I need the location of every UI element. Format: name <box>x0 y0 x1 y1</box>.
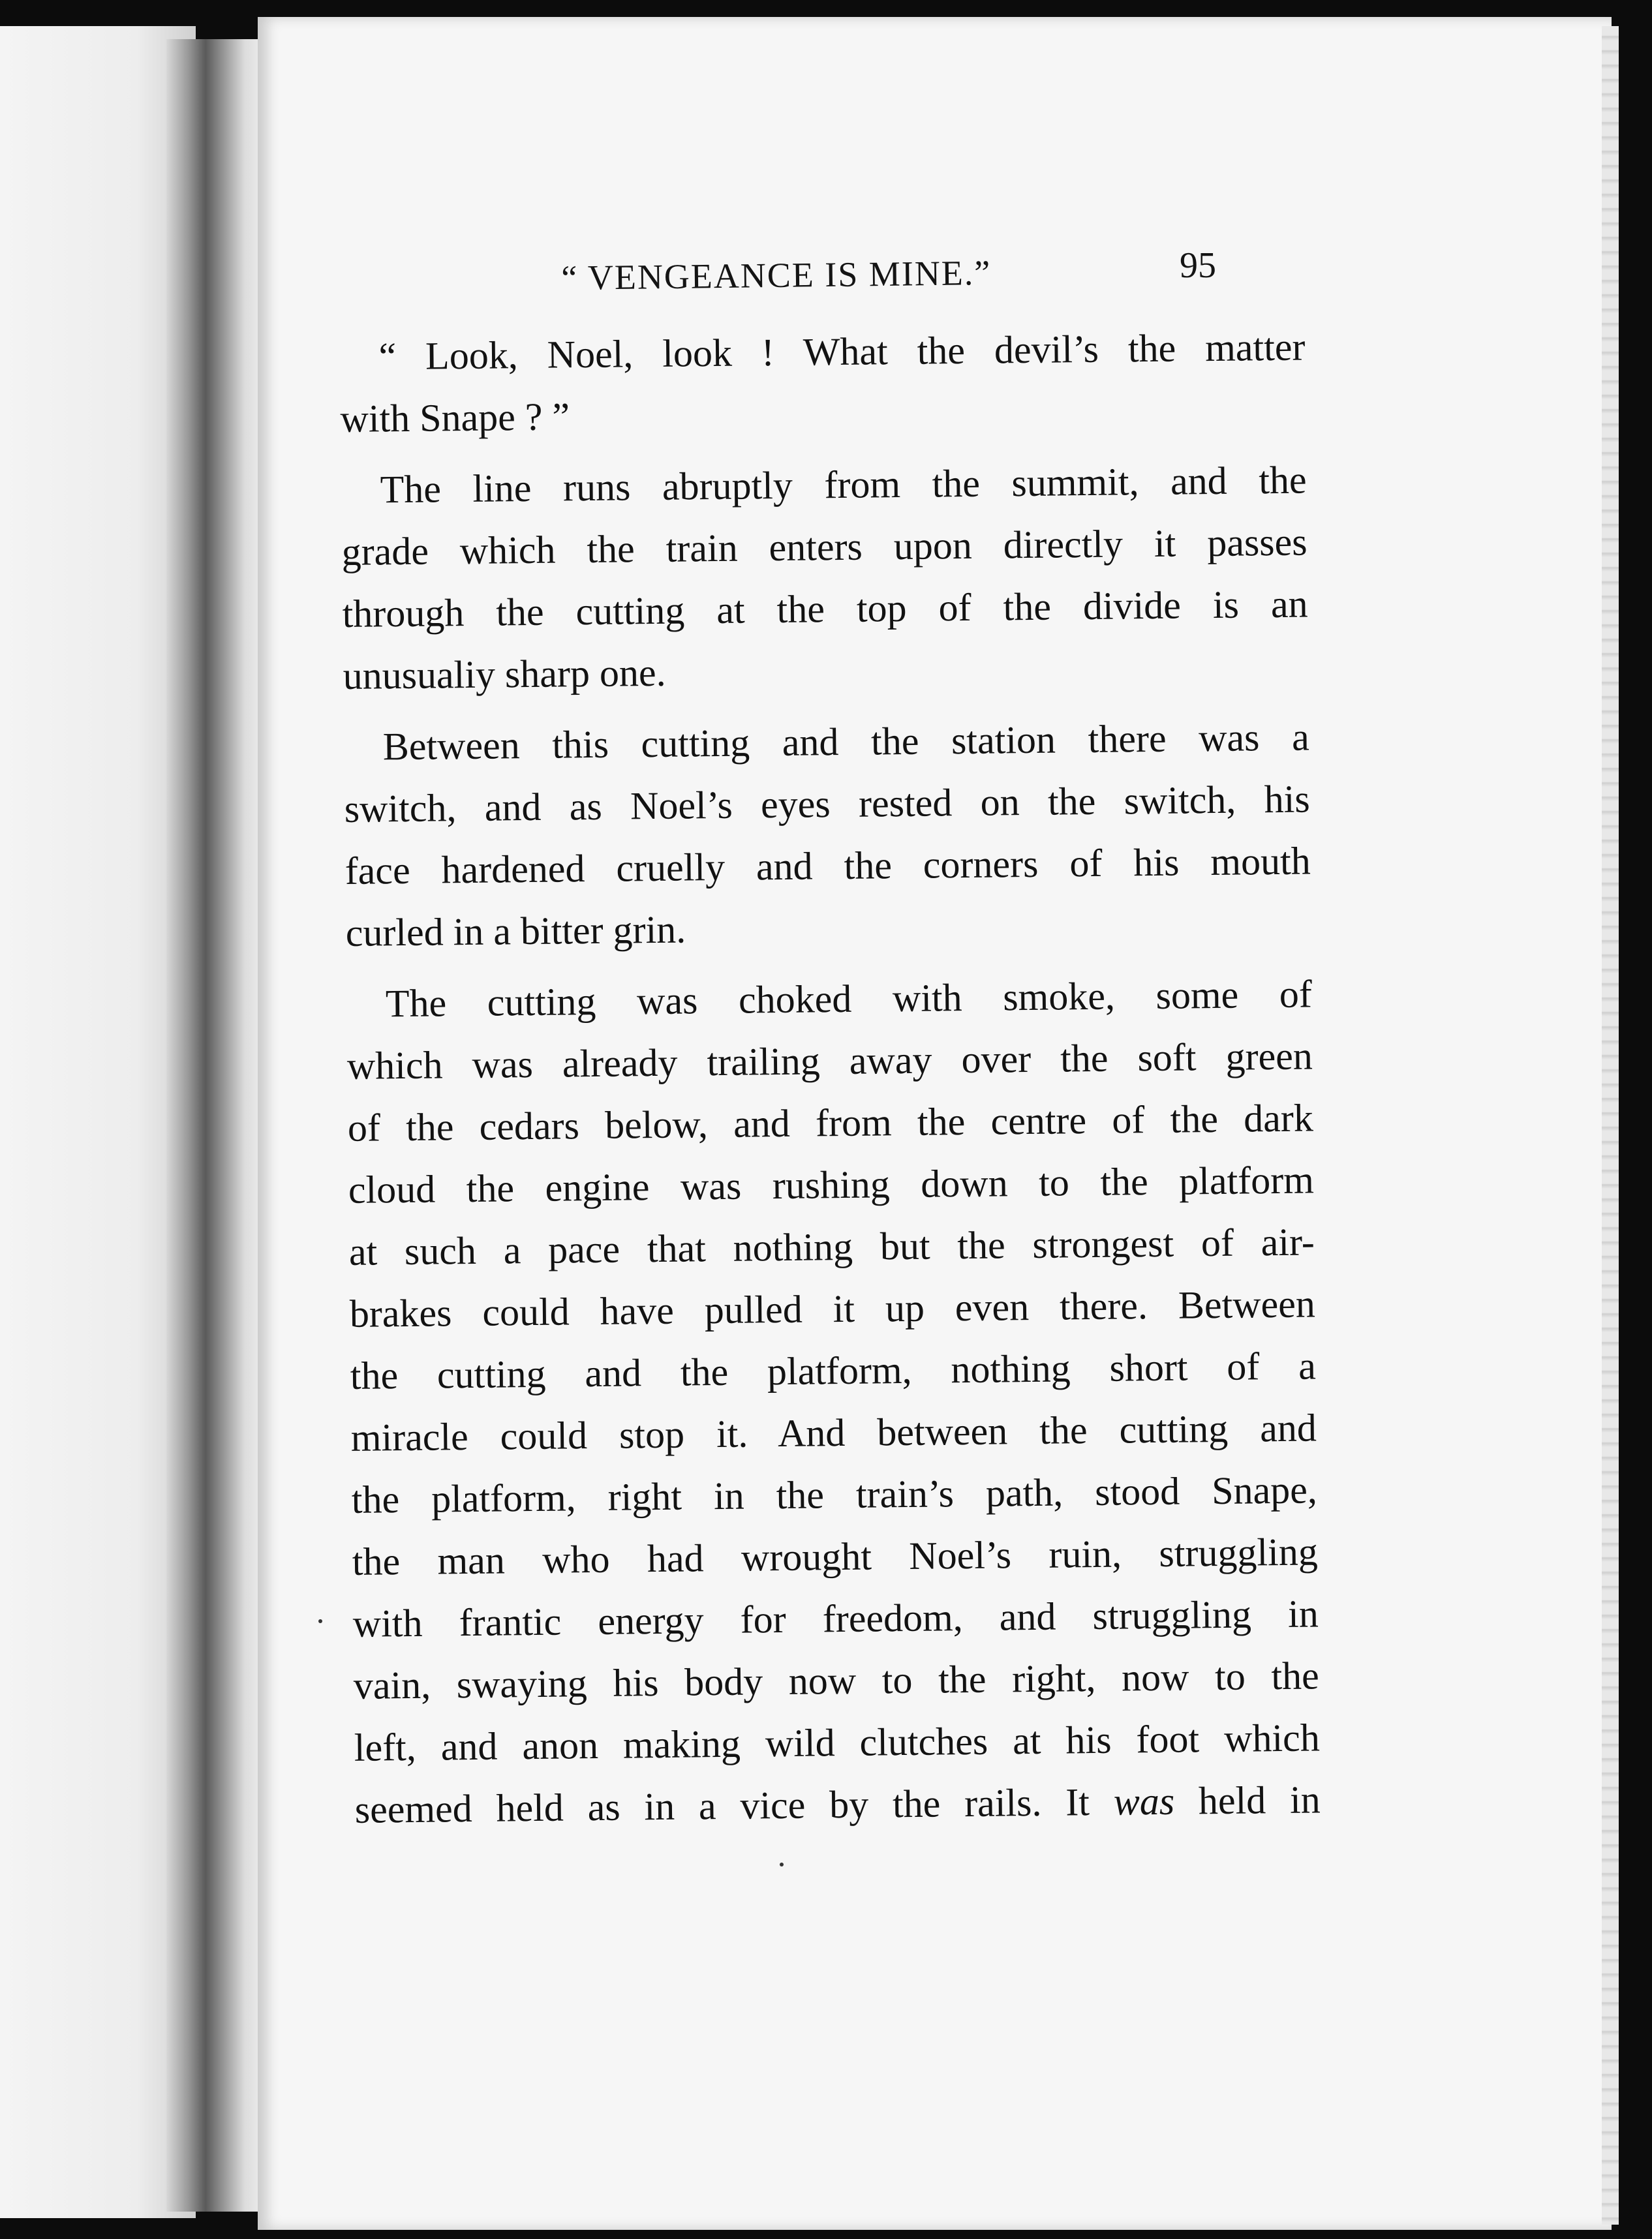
text-line: with frantic energy for freedom, and struggling in <box>352 1592 1319 1645</box>
text-line: switch, and as Noel’s eyes rested on the switch, his <box>344 777 1311 830</box>
page-edge <box>1602 26 1619 2225</box>
text-line: brakes could have pulled it up even there. Between <box>349 1282 1316 1335</box>
italic-word: was <box>1113 1779 1175 1823</box>
text-segment: seemed held as in a vice by the rails. It <box>354 1780 1114 1831</box>
text-line: which was already trailing away over the soft green <box>346 1034 1313 1088</box>
running-header: “ VENGEANCE IS MINE.” <box>561 252 992 297</box>
text-line: miracle could stop it. And between the cutting and <box>350 1406 1317 1459</box>
print-speck <box>318 1619 322 1623</box>
text-line: “ Look, Noel, look ! What the devil’s the matter <box>378 325 1306 378</box>
book-gutter <box>166 39 264 2212</box>
text-line: the man who had wrought Noel’s ruin, struggling <box>352 1530 1319 1583</box>
text-line: at such a pace that nothing but the strongest of air- <box>348 1220 1315 1273</box>
text-segment: held in <box>1174 1778 1321 1823</box>
text-line: left, and anon making wild clutches at his foot which <box>354 1716 1321 1769</box>
text-line: cloud the engine was rushing down to the platform <box>348 1158 1315 1211</box>
text-line: The cutting was choked with smoke, some of <box>385 972 1313 1026</box>
text-line: through the cutting at the top of the divide is an <box>342 582 1308 635</box>
text-line: vain, swaying his body now to the right, now to the <box>353 1654 1320 1707</box>
text-line: the cutting and the platform, nothing short of a <box>350 1344 1317 1397</box>
print-speck <box>780 1863 784 1866</box>
text-line: with Snape ? ” <box>340 395 570 440</box>
text-line: curled in a bitter grin. <box>345 907 686 954</box>
page-number: 95 <box>1180 245 1216 286</box>
text-line: grade which the train enters upon directly it passes <box>341 520 1308 573</box>
text-line: face hardened cruelly and the corners of his mouth <box>344 839 1311 892</box>
text-line: of the cedars below, and from the centre of the dark <box>347 1096 1314 1150</box>
text-line: the platform, right in the train’s path, stood Snape, <box>351 1468 1318 1521</box>
text-line: unusualiy sharp one. <box>343 650 666 697</box>
text-line: Between this cutting and the station there was a <box>382 715 1310 769</box>
text-line: The line runs abruptly from the summit, and the <box>380 458 1307 511</box>
text-line-final <box>354 1769 1321 1840</box>
body-text <box>339 316 1321 1841</box>
